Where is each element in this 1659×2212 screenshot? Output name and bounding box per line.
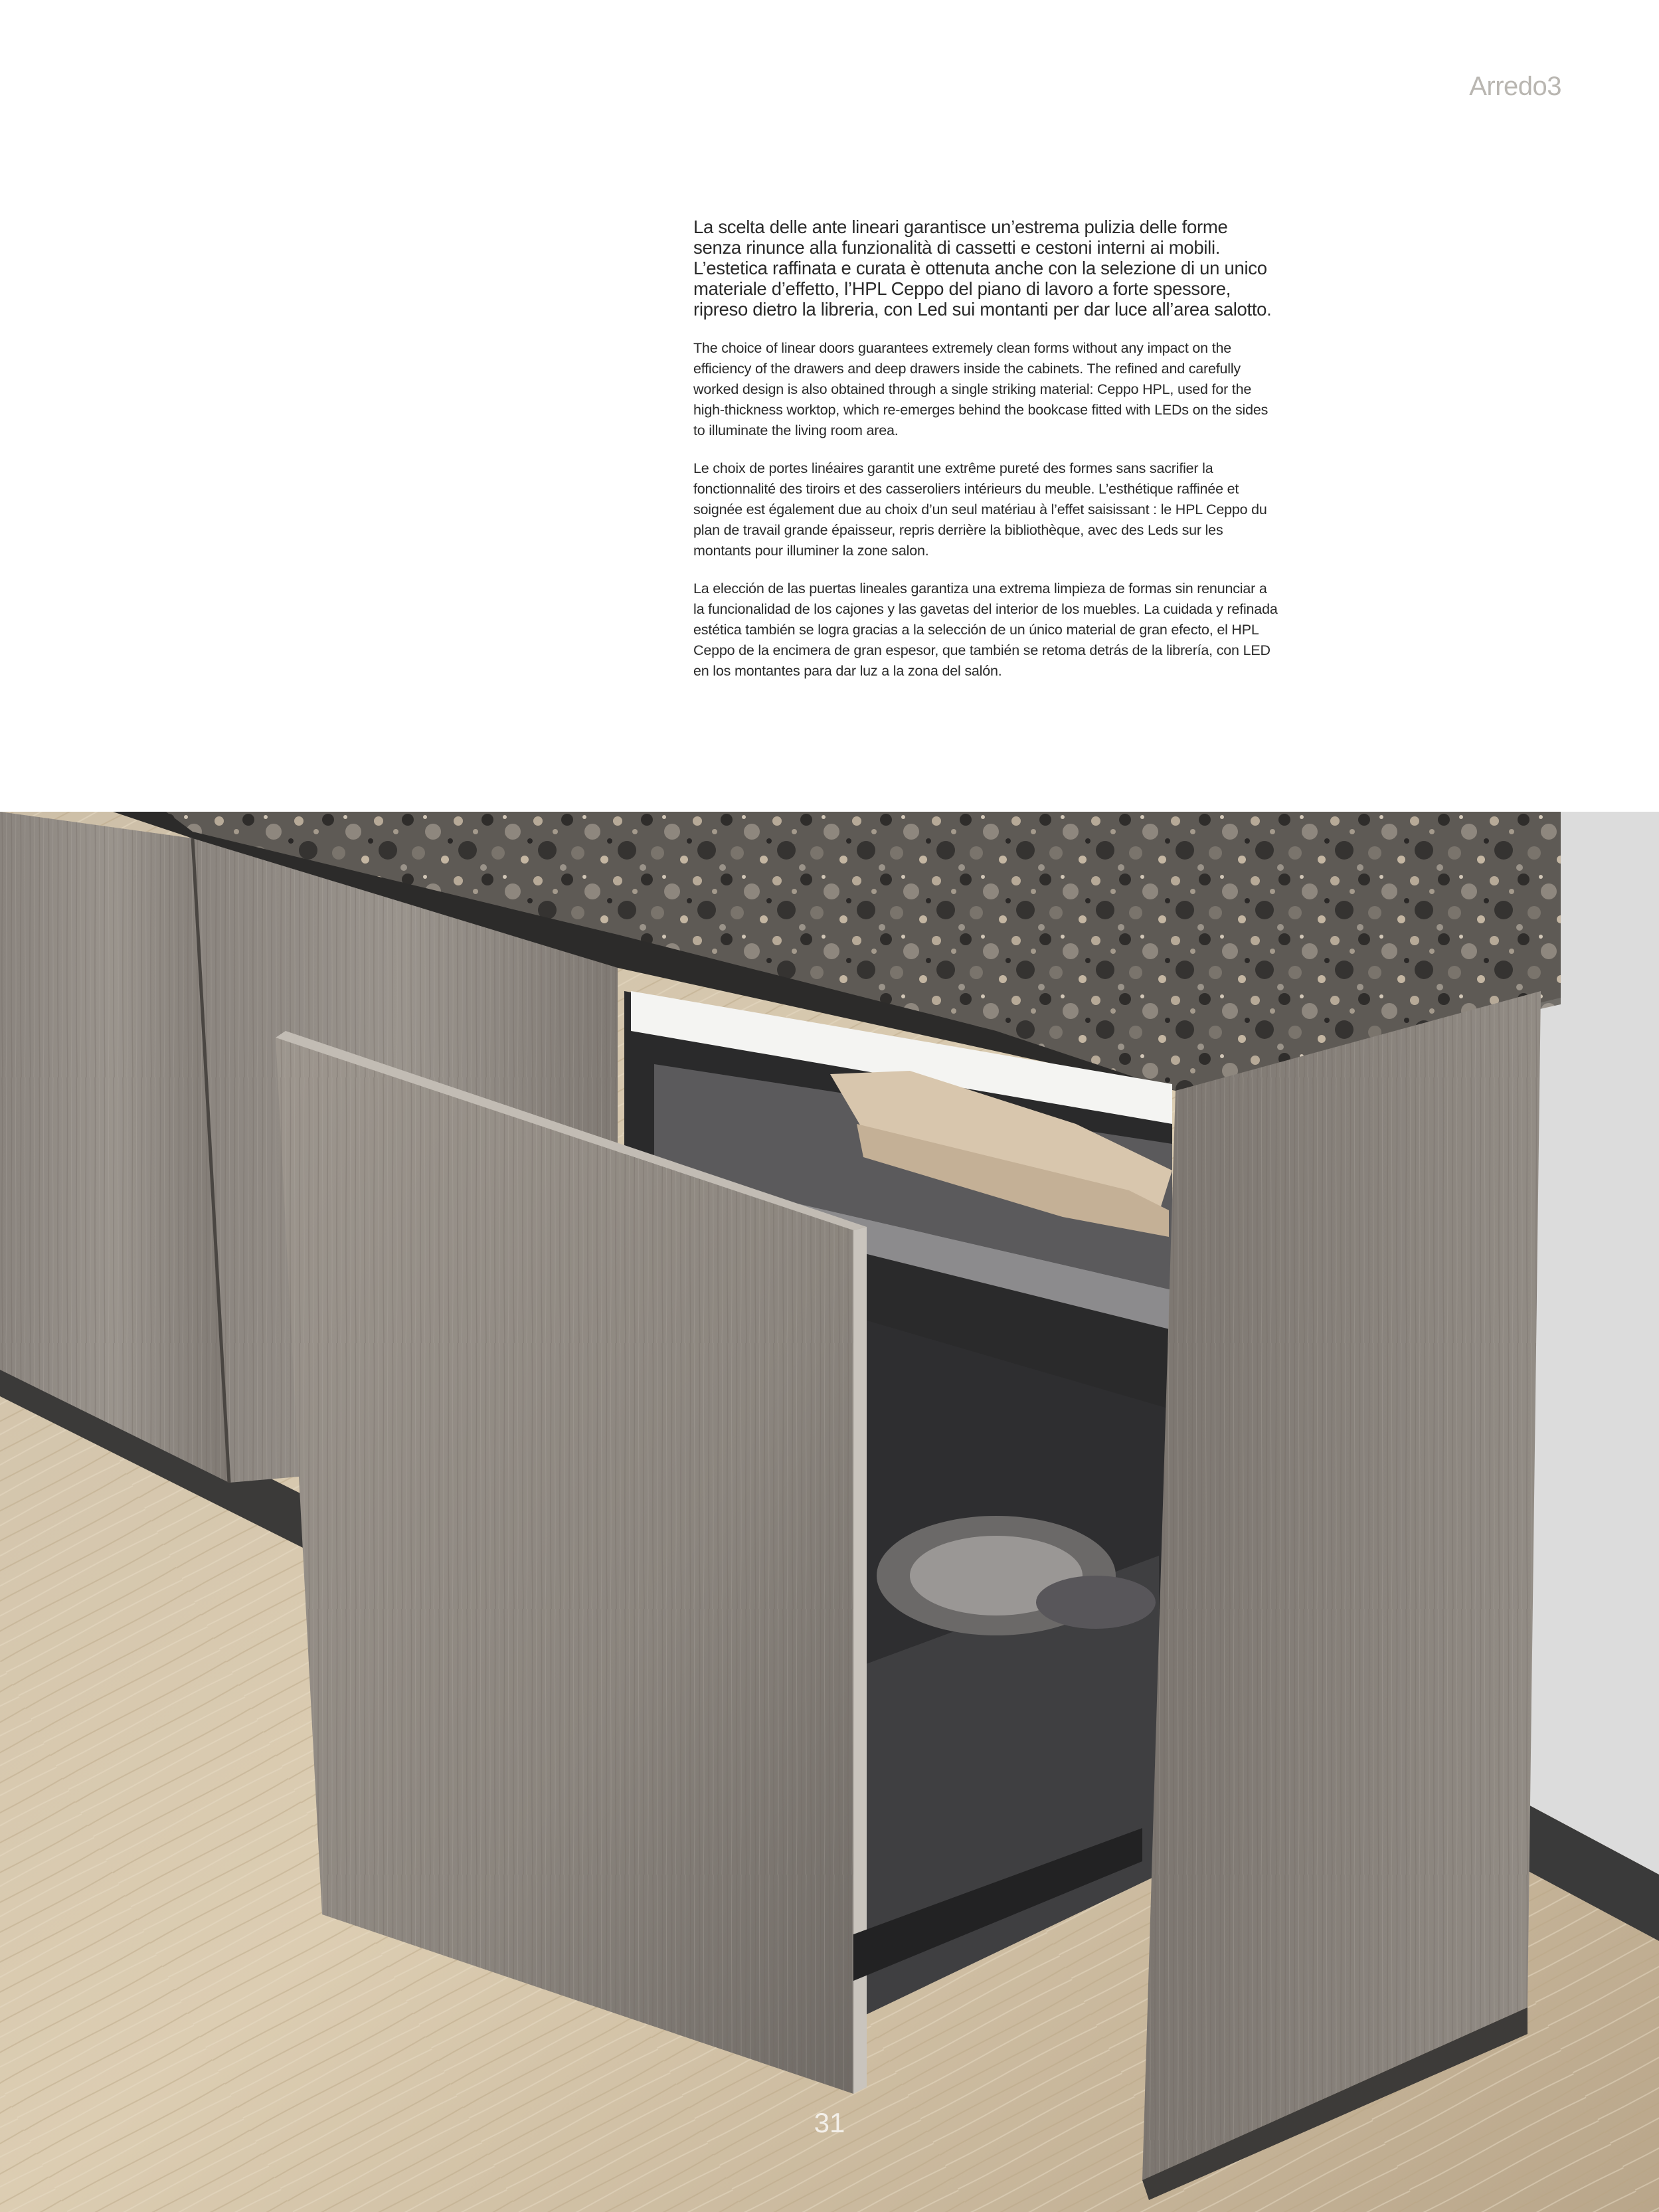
- paragraph-italian: La scelta delle ante lineari garantisce un’estrema pulizia delle forme senza rinunce alla funzionalità di cassetti e cestoni interni ai mobili. L’estetica raffinata e curata è ottenuta anche con la selezione di un unico materiale d’effetto, l’HPL Ceppo del piano di lavoro a forte spessore, ripreso dietro la libreria, con Led sui montanti per dar luce all’area salotto.: [693, 217, 1272, 320]
- kitchen-drawer-photo: [0, 812, 1659, 2212]
- description-text-block: [693, 217, 1278, 699]
- paragraph-spanish: La elección de las puertas lineales garantiza una extrema limpieza de formas sin renunciar a la funcionalidad de los cajones y las gavetas del interior de los muebles. La cuidada y refinada estética también se logra gracias a la selección de un único material de gran efecto, el HPL Ceppo de la encimera de gran espesor, que también se retoma detrás de la librería, con LED en los montantes para dar luz a la zona del salón.: [693, 581, 1278, 679]
- paragraph-english: The choice of linear doors guarantees extremely clean forms without any impact on the efficiency of the drawers and deep drawers inside the cabinets. The refined and carefully worked design is also obtained through a single striking material: Ceppo HPL, used for the high-thickness worktop, which re-emerges behind the bookcase fitted with LEDs on the sides to illuminate the living room area.: [693, 340, 1268, 438]
- page-number: 31: [814, 2107, 845, 2138]
- brand-logo-text: Arredo3: [1469, 72, 1561, 101]
- paragraph-french: Le choix de portes linéaires garantit une extrême pureté des formes sans sacrifier la fonctionnalité des tiroirs et des casseroliers intérieurs du meuble. L’esthétique raffinée et soignée est également due au choix d’un seul matériau à l’effet saisissant : le HPL Ceppo du plan de travail grande épaisseur, repris derrière la bibliothèque, avec des Leds sur les montants pour illuminer la zone salon.: [693, 460, 1267, 559]
